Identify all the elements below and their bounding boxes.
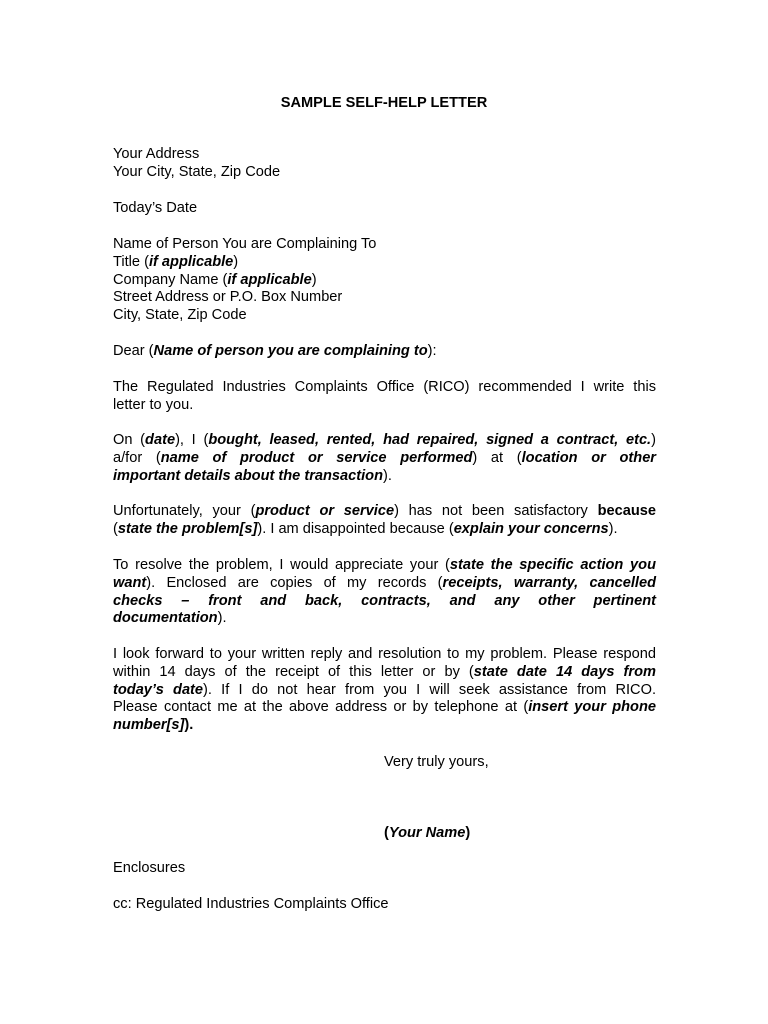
paragraph-problem: Unfortunately, your (product or service) has not been satisfactory because (state the problem[s]). I am disappointed because (explain your concerns). [113,503,656,537]
paragraph-resolution-request: To resolve the problem, I would appreciate your (state the specific action you want). Enclosed are copies of my records (receipts, warranty, cancelled checks – front and back, contracts, and any other pertinent documentation). [113,557,657,627]
recipient-city-state-zip: City, State, Zip Code [113,307,247,324]
enclosures-line: Enclosures [113,860,186,876]
paragraph-transaction-details: On (date), I (bought, leased, rented, had repaired, signed a contract, etc.) a/for (name of product or service performed) at (location or other important details about the transaction). [113,432,656,484]
signature-name: (Your Name) [384,825,471,841]
recipient-street: Street Address or P.O. Box Number [113,289,343,306]
document-title: SAMPLE SELF-HELP LETTER [280,95,488,111]
sender-address: Your Address [113,146,200,162]
recipient-title: Title (if applicable) [113,253,239,270]
todays-date: Today’s Date [113,200,198,216]
recipient-company: Company Name (if applicable) [113,271,317,288]
valediction: Very truly yours, [384,754,489,770]
paragraph-reply-request: I look forward to your written reply and resolution to my problem. Please respond within 14 days of the receipt of this letter or by (state date 14 days from today’s date). If I do not hear from you I will seek assistance from RICO. Please contact me at the above address or by telephone at (insert your phone number[s]). [113,646,657,734]
recipient-name: Name of Person You are Complaining To [113,236,377,252]
cc-line: cc: Regulated Industries Complaints Office [113,896,389,912]
sender-city-state-zip: Your City, State, Zip Code [113,163,281,180]
salutation: Dear (Name of person you are complaining to): [113,343,437,359]
recipient-block [113,236,656,325]
paragraph-rico-recommendation: The Regulated Industries Complaints Office (RICO) recommended I write this letter to you. [113,379,656,413]
sender-address-block [113,146,656,182]
date-line [113,200,656,218]
